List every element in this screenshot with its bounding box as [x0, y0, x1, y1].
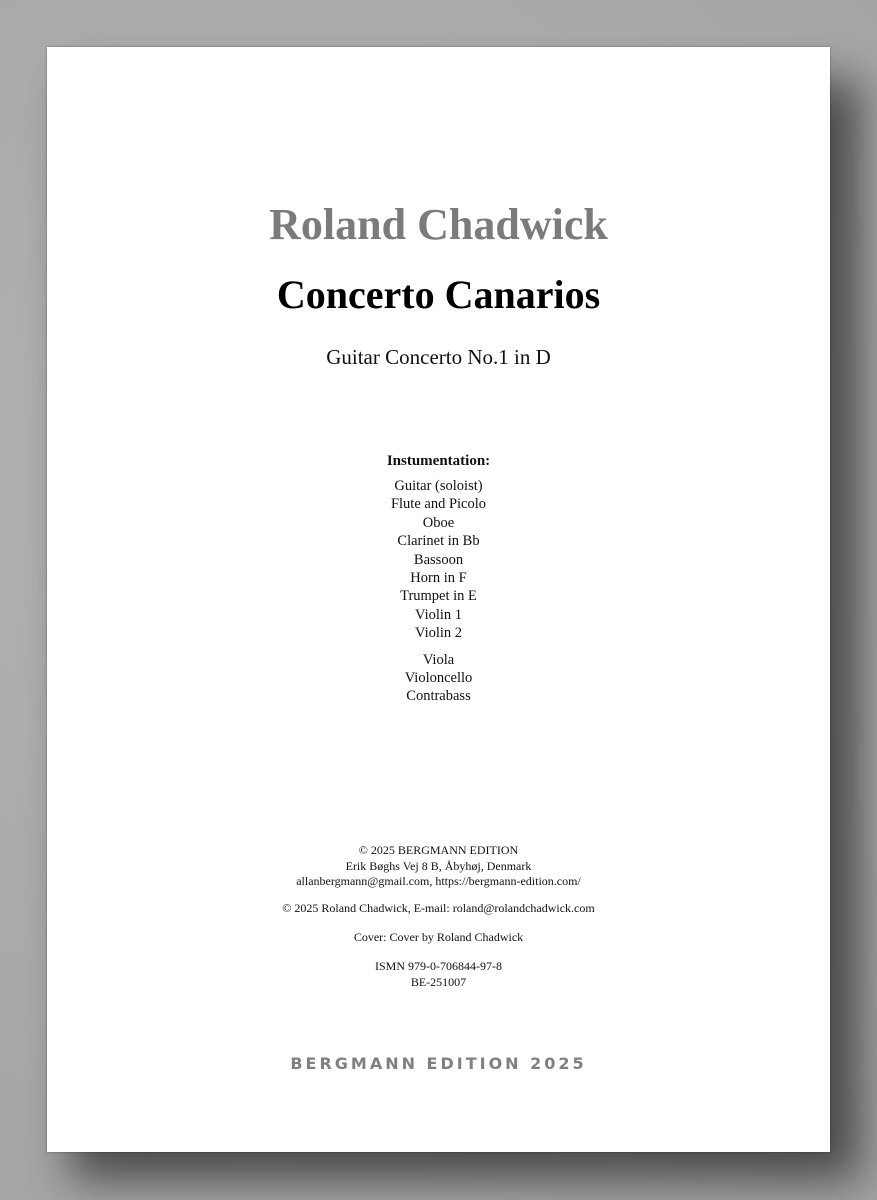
instrument-item: Violin 1 [414, 606, 463, 623]
instrument-item: Bassoon [413, 551, 464, 568]
publisher-contact: allanbergmann@gmail.com, https://bergmann-edition.com/ [296, 874, 581, 888]
cover-credit: Cover: Cover by Roland Chadwick [353, 930, 524, 944]
instrument-item: Trumpet in E [400, 588, 477, 605]
instrument-item: Violin 2 [414, 625, 463, 642]
instrument-item: Horn in F [410, 570, 467, 587]
instrument-item: Clarinet in Bb [397, 533, 480, 550]
composer-name: Roland Chadwick [269, 200, 608, 249]
catalog-code: BE-251007 [410, 974, 467, 989]
instrument-item: Viola [422, 651, 455, 668]
composer-copyright: © 2025 Roland Chadwick, E-mail: roland@rolandchadwick.com [282, 901, 595, 915]
instrument-item: Flute and Picolo [390, 496, 487, 513]
work-title: Concerto Canarios [276, 272, 601, 317]
publisher-line: © 2025 BERGMANN EDITION [358, 843, 519, 857]
score-cover-page [47, 47, 830, 1152]
catalog-info [47, 959, 830, 990]
brand-footer: BERGMANN EDITION 2025 [290, 1054, 587, 1073]
instrument-item: Violoncello [404, 670, 473, 687]
work-subtitle: Guitar Concerto No.1 in D [326, 345, 551, 369]
instrument-item: Oboe [422, 514, 455, 531]
ismn: ISMN 979-0-706844-97-8 [375, 959, 502, 973]
publisher-info [47, 843, 830, 890]
publisher-address: Erik Bøghs Vej 8 B, Åbyhøj, Denmark [345, 858, 532, 873]
instrumentation-list [47, 477, 830, 706]
instrument-item: Guitar (soloist) [394, 478, 483, 494]
instrument-item: Contrabass [406, 688, 471, 705]
instrumentation-heading: Instumentation: [386, 453, 491, 469]
